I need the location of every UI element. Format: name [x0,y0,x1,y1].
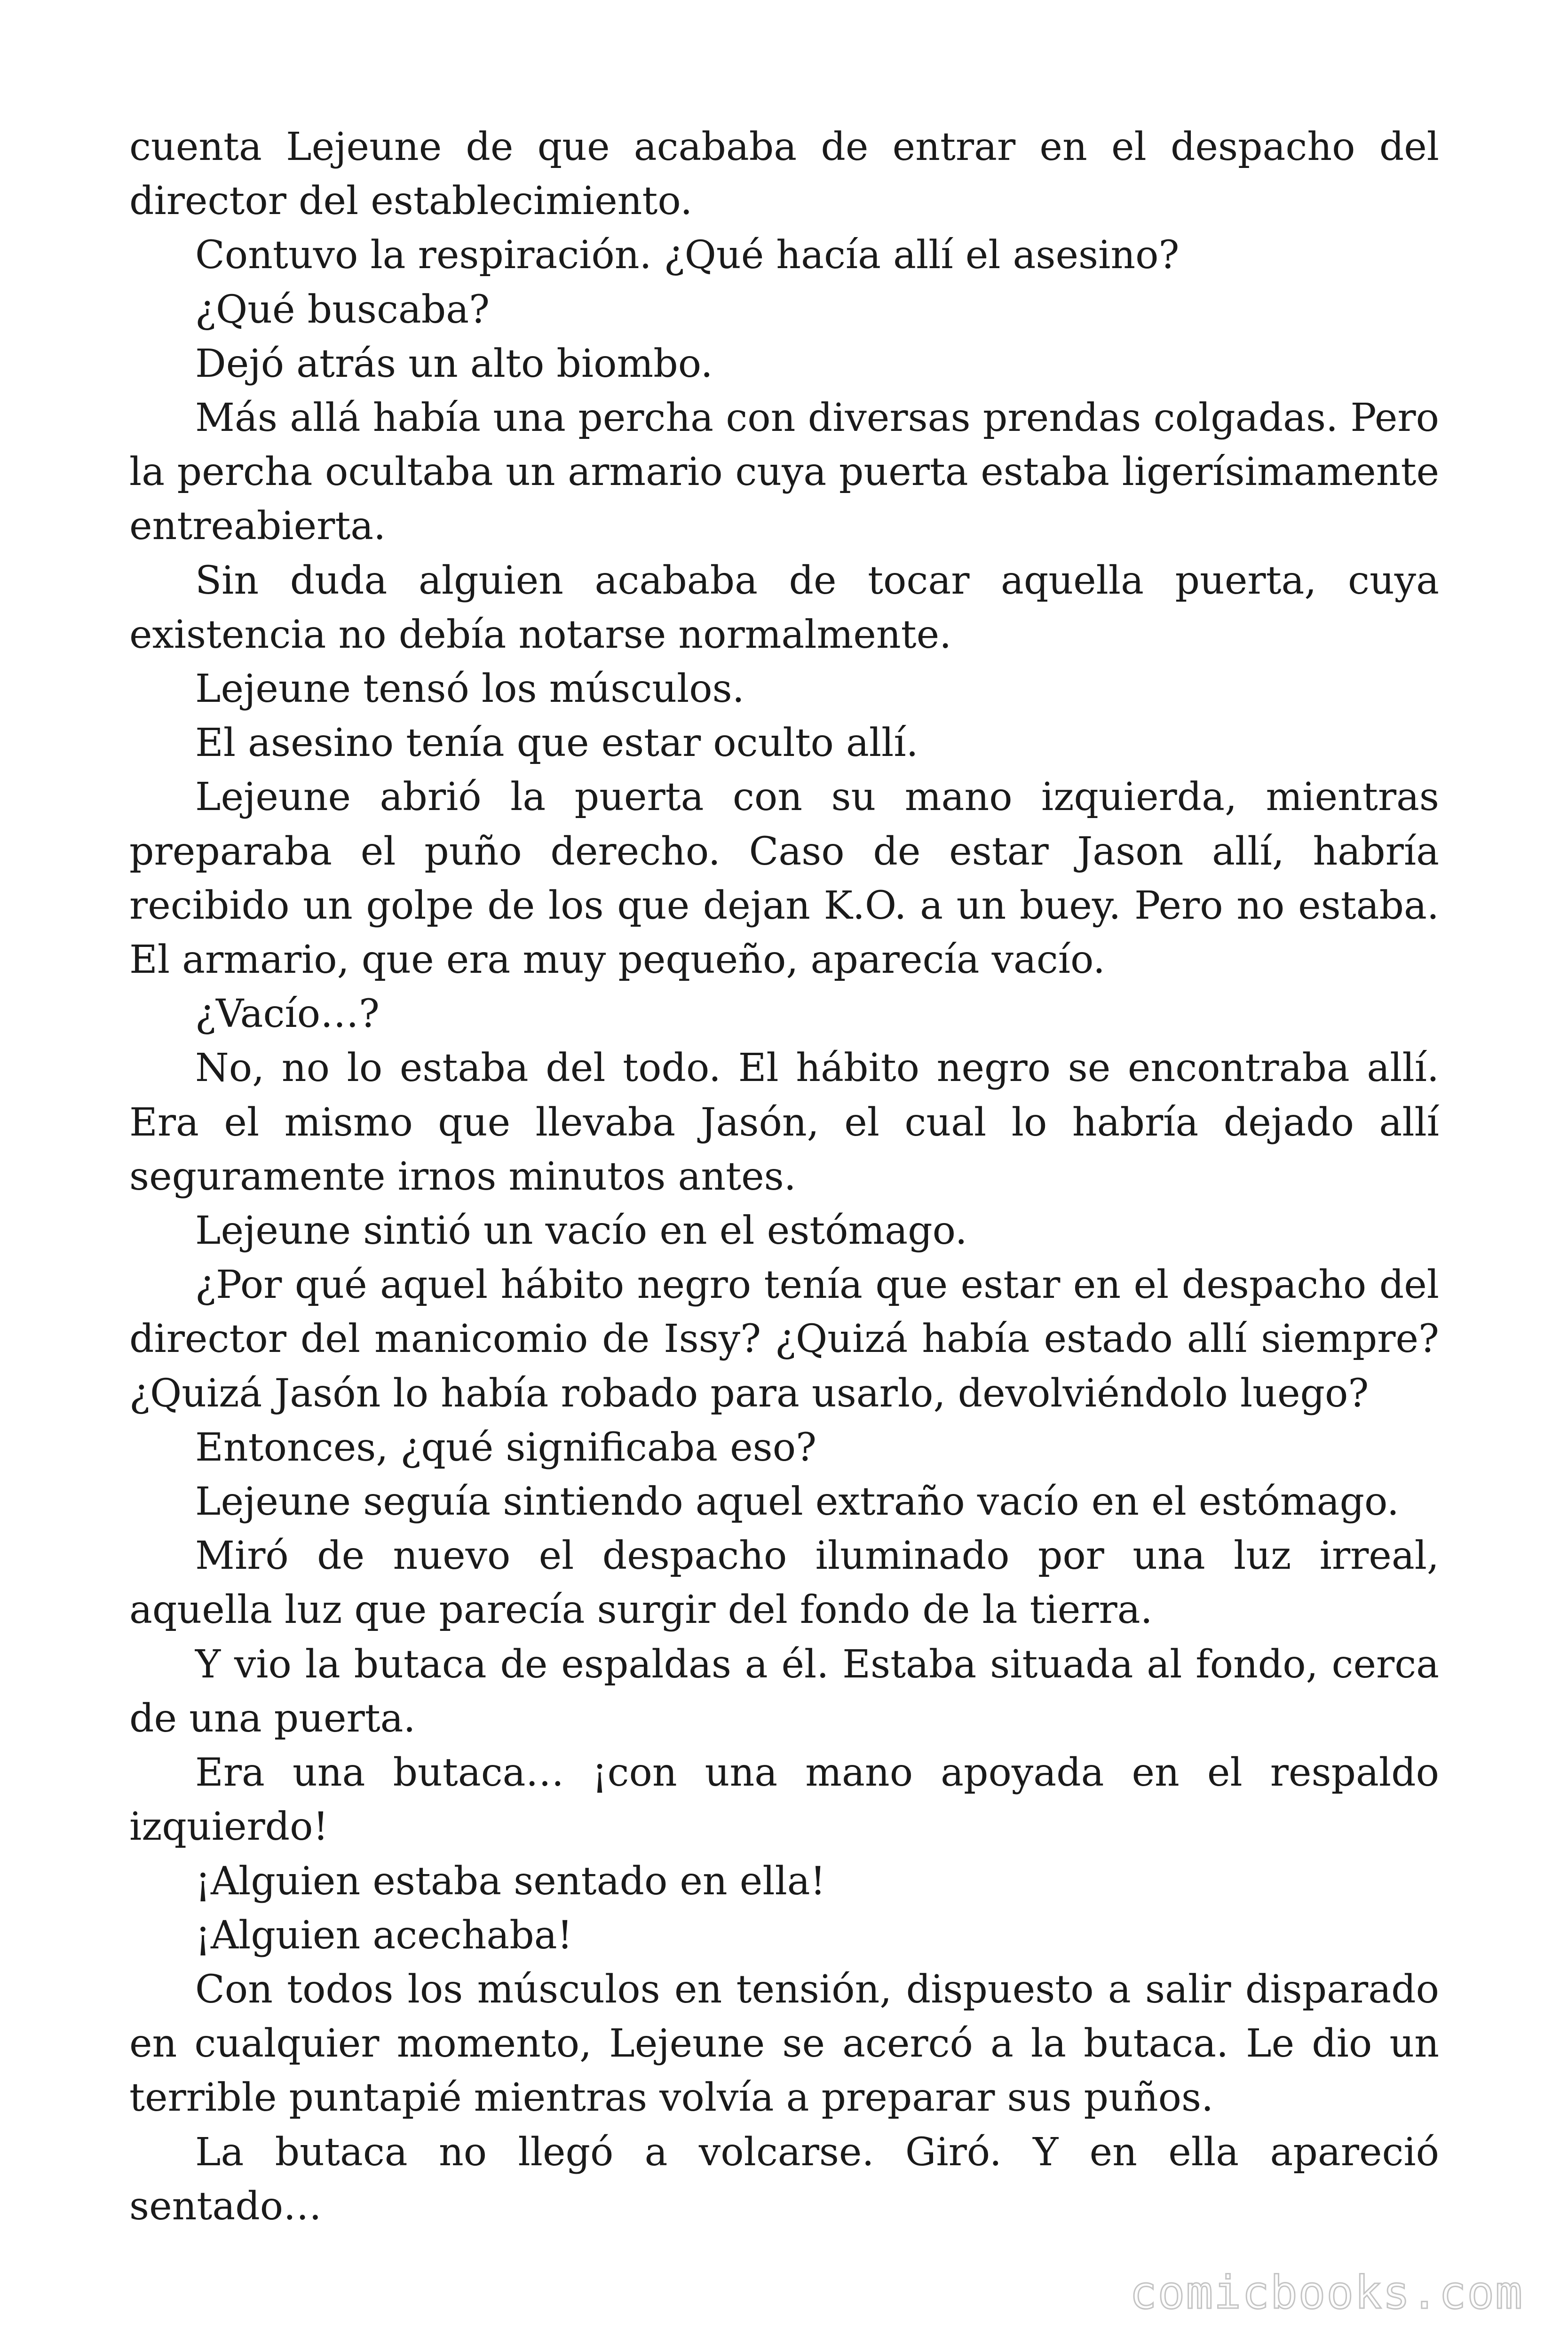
paragraph: ¿Por qué aquel hábito negro tenía que estar en el despacho del director del manicomio de Issy? ¿Quizá había estado allí siempre? ¿Quizá Jasón lo había robado para usarlo, devolviéndolo luego? [129,1263,1439,1416]
paragraph: Lejeune abrió la puerta con su mano izquierda, mientras preparaba el puño derecho. Caso de estar Jason allí, habría recibido un golpe de los que dejan K.O. a un buey. Pero no estaba. El armario, que era muy pequeño, aparecía vacío. [129,775,1439,983]
paragraph: Sin duda alguien acababa de tocar aquella puerta, cuya existencia no debía notarse normalmente. [129,558,1439,657]
paragraph: cuenta Lejeune de que acababa de entrar en el despacho del director del establecimiento. [129,125,1439,224]
paragraph: ¿Vacío…? [195,992,380,1037]
paragraph: Lejeune seguía sintiendo aquel extraño vacío en el estómago. [195,1479,1399,1525]
paragraph: Lejeune sintió un vacío en el estómago. [195,1208,967,1254]
watermark: comicbooks.com [1129,2266,1523,2319]
paragraph: Dejó atrás un alto biombo. [195,341,713,386]
paragraph: Lejeune tensó los músculos. [195,667,744,712]
paragraph: Entonces, ¿qué significaba eso? [195,1425,817,1470]
paragraph: El asesino tenía que estar oculto allí. [195,721,919,766]
paragraph: ¡Alguien estaba sentado en ella! [195,1859,826,1904]
paragraph: ¡Alguien acechaba! [195,1913,573,1958]
paragraph: Miró de nuevo el despacho iluminado por una luz irreal, aquella luz que parecía surgir del fondo de la tierra. [129,1534,1439,1633]
paragraph: No, no lo estaba del todo. El hábito negro se encontraba allí. Era el mismo que llevaba Jasón, el cual lo habría dejado allí seguramente irnos minutos antes. [129,1046,1439,1199]
paragraph: Y vio la butaca de espaldas a él. Estaba situada al fondo, cerca de una puerta. [129,1642,1439,1741]
paragraph: La butaca no llegó a volcarse. Giró. Y en ella apareció sentado… [129,2130,1439,2229]
paragraph: Más allá había una percha con diversas prendas colgadas. Pero la percha ocultaba un armario cuya puerta estaba ligerísimamente entreabierta. [129,396,1439,549]
paragraph: ¿Qué buscaba? [195,287,490,332]
body-text [129,120,1439,2233]
paragraph: Contuvo la respiración. ¿Qué hacía allí el asesino? [195,233,1180,278]
paragraph: Con todos los músculos en tensión, dispuesto a salir disparado en cualquier momento, Lejeune se acercó a la butaca. Le dio un terrible puntapié mientras volvía a preparar sus puños. [129,1967,1439,2121]
paragraph: Era una butaca… ¡con una mano apoyada en el respaldo izquierdo! [129,1750,1439,1850]
